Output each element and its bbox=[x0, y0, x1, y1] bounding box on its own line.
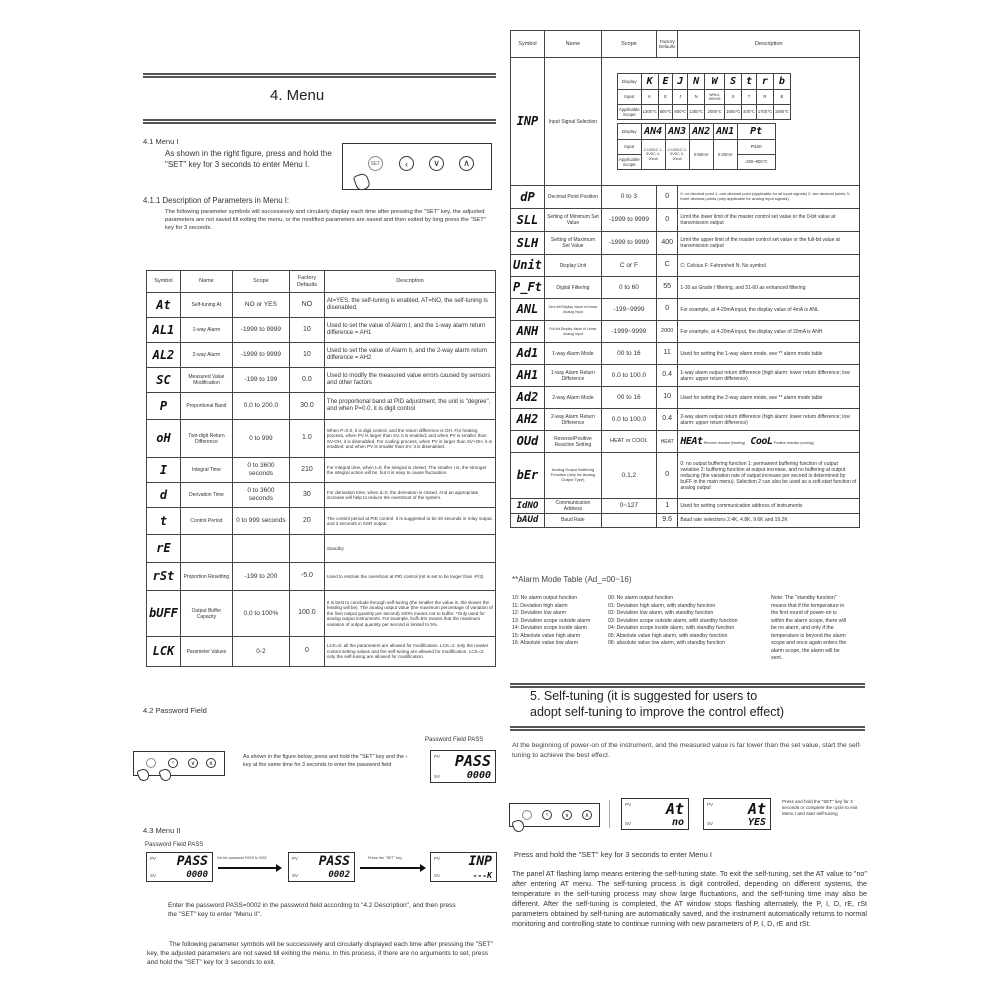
table-row: IdNO Communication Address 0~127 1 Used for setting communication address of instruments bbox=[511, 499, 860, 514]
at-no-lcd: PV SV At no bbox=[621, 798, 689, 830]
table-row: bAUd Baud Rate 9.6 Baud rate selections 2.4K, 4.8K, 9.6K and 19.2K bbox=[511, 514, 860, 528]
pointing-hand-icon bbox=[353, 172, 372, 192]
up-arrow-key[interactable] bbox=[459, 156, 474, 171]
table-header-row: Symbol Name Scope Factory Defaults Description bbox=[511, 31, 860, 58]
menu2-heading: 4.3 Menu II bbox=[143, 826, 181, 835]
divider bbox=[609, 800, 610, 828]
param-desc-text: The following parameter symbols will successively and circularly display each time after pressing the "SET" key, the adjusted parameters are not saved till exiting the menu, or the modified parameters are saved and then exited by long press the "SET" key for 3 seconds. bbox=[165, 209, 486, 231]
table-row: Ad2 2-way Alarm Mode 00 to 16 10 Used for setting the 2-way alarm mode, see ** alarm mode table bbox=[511, 387, 860, 409]
table-row: AL2 2-way Alarm -1999 to 9999 10 Used to set the value of Alarm II, and the 2-way alarm return difference = AH2 bbox=[147, 343, 496, 368]
set-key[interactable]: SET bbox=[368, 156, 383, 171]
left-arrow-icon: ‹ bbox=[172, 760, 174, 766]
table-row: AH2 2-way Alarm Return Difference 0.0 to 100.0 0.4 2-way alarm output return difference (high alarm: lower return difference; low alarm: upper return difference) bbox=[511, 409, 860, 431]
table-row: I Integral Time 0 to 3600 seconds 210 For integral time, when I=0, the integral is closed. The smaller I is, the stronger the integral action will be, but it is easy to cause fluctuation. bbox=[147, 458, 496, 483]
table-row: t Control Period 0 to 999 seconds 20 The control period at PID control. It is suggested to be 20 seconds in relay output, and 2 seconds in SSR output. bbox=[147, 508, 496, 535]
menu1-heading: 4.1 Menu I bbox=[143, 137, 179, 146]
password-text: As shown in the figure below, press and hold the "SET" key and the ‹ key at the same time for 3 seconds to enter the password field bbox=[243, 754, 408, 768]
section-title-menu: 4. Menu bbox=[270, 87, 325, 104]
password-heading: 4.2 Password Field bbox=[143, 706, 207, 715]
alarm-col-2: 00: No alarm output function 01: Deviation high alarm, with standby function 02: Deviation low alarm, with standby function 03: Deviation scope outside alarm, with standby function 04: Deviation scope inside alarm, with standby function 05: Absolute value high alarm, with standby function 06: absolute value low alarm, with standby function bbox=[608, 595, 738, 646]
menu2-lcd-step3: PV SV INP ---K bbox=[430, 852, 497, 882]
table-row: Ad1 1-way Alarm Mode 00 to 16 11 Used for setting the 1-way alarm mode, see ** alarm mode table bbox=[511, 343, 860, 365]
selftuning-intro: At the beginning of power-on of the instrument, and the measured value is far lower than the set value, start the self-tuning to achieve the best effect. bbox=[512, 742, 862, 759]
set-key[interactable] bbox=[146, 758, 156, 768]
table-row: AL1 1-way Alarm -1999 to 9999 10 Used to set the value of Alarm I, and the 1-way alarm return difference = AH1 bbox=[147, 318, 496, 343]
down-arrow-icon: ∨ bbox=[190, 760, 196, 767]
down-arrow-key[interactable] bbox=[562, 810, 572, 820]
menu2-text2: The following parameter symbols will be successively and circularly displayed each time after pressing the "SET" key, the adjusted parameters are not saved till exiting the menu. In this process, if there are no arguments to set, press and hold the "SET" key for 3 seconds to exit. bbox=[147, 941, 493, 966]
selftuning-side-note: Press and hold the "SET" key for 3 seconds or complete the cycle to exit Menu I and start self-tuning bbox=[782, 799, 858, 817]
arrow2-label: Press the "SET" key bbox=[368, 856, 403, 860]
table-row: ANL Zero-bit Display Value of Linear Analog Input -199~9999 0 For example, at 4-20mA input, the display value of 4mA is ANL bbox=[511, 299, 860, 321]
title-rule-top bbox=[143, 73, 496, 78]
left-arrow-key[interactable] bbox=[542, 810, 552, 820]
alarm-note: Note: The "standby function" means that if the temperature in the first round of power-on is within the alarm scope, there will be no alarm, and only if the temperature is beyond the alarm scope and once again enters the alarm scope, the alarm will be sent. bbox=[771, 595, 847, 661]
up-arrow-key[interactable] bbox=[582, 810, 592, 820]
table-row: ANH Full-bit Display Value of Linear Analog Input -1999~9999 2000 For example, at 4-20mA input, the display value of 20mA is ANH bbox=[511, 321, 860, 343]
title-rule-bottom bbox=[143, 119, 496, 124]
selftuning-body: The panel AT flashing lamp means entering the self-tuning state. To exit the self-tuning, set the AT value to "no" after entering AT menu. The self-tuning process is digit controlled, depending on different systems, the temperature in the self-tuning process may show large fluctuations, and the self-tuning time may also be different. After the self-tuning is completed, the AT window stops flashing alternately, the P, I, D, rE, rSt parameters obtained by self-tuning are automatically saved, and the instrument automatically returns to normal monitoring and controlling state to continue running with new parameters of P, I, D, rE and rSt. bbox=[512, 869, 867, 929]
left-arrow-icon: ‹ bbox=[546, 812, 548, 818]
left-arrow-key[interactable] bbox=[399, 156, 414, 171]
table-row: d Derivation Time 0 to 3600 seconds 30 For derivation time, when d=0, the derivation is closed. And an appropriate increase will help to reduce the overshoot of the system. bbox=[147, 483, 496, 508]
password-keypad bbox=[133, 751, 225, 776]
left-arrow-key[interactable] bbox=[168, 758, 178, 768]
table-row: OUd Reverse/Positive Reaction Setting HEAT or COOL HEAT HEAt Reverse reaction (heating) CooL Positive reaction (cooling) bbox=[511, 431, 860, 453]
selftuning-rule-bottom bbox=[510, 726, 865, 731]
menu2-lcd-step1: PV SV PASS 0000 bbox=[146, 852, 213, 882]
set-key[interactable] bbox=[522, 810, 532, 820]
table-row: dP Decimal Point Position 0 to 3 0 0: no decimal point 1: one decimal point (applicable for all input signals) 2: two decimal points 3: three decimal points (only applicable for analog input signals) bbox=[511, 186, 860, 209]
at-yes-lcd: PV SV At YES bbox=[703, 798, 771, 830]
down-arrow-icon: ∨ bbox=[564, 812, 570, 819]
table-row: At Self-tuning At NO or YES NO At=YES, the self-tuning is enabled, AT=NO, the self-tuning is disenabled. bbox=[147, 293, 496, 318]
table-row: AH1 1-way Alarm Return Difference 0.0 to 100.0 0.4 1-way alarm output return difference (high alarm: lower return difference; low alarm: upper return difference) bbox=[511, 365, 860, 387]
table-row: bEr Analog Output Buffering Function (only for Analog Output Type) 0,1,2 0 0: no output buffering function 1: permanent buffering function of output variation 2: buffering function at output increase, and no buffering at output reducing (the variation rate of output increase per second is determined by buFF in the main menu). Selection 2 can also be used as a soft-start function of analog output bbox=[511, 453, 860, 499]
menu2-lcd-step2: PV SV PASS 0002 bbox=[288, 852, 355, 882]
table-row: rE Standby bbox=[147, 535, 496, 563]
table-row: bUFF Output Buffer Capacity 0.0 to 100% 100.0 It is best to conclude through self-tuning (the smaller the value is, the slower the heating will be). The analog output value (the maximum percentage of variation of the limit output quantity per second) 100% means not to buffer. *Only used for analog output instruments. For example, buff=5% means that the maximum variation of output quantity per second is limited to 5%. bbox=[147, 591, 496, 637]
up-arrow-key[interactable] bbox=[206, 758, 216, 768]
table-row: SLH Setting of Maximum Set Value -1999 to 9999 400 Limit the upper limit of the master control set value or the full-bit value at transmission output bbox=[511, 232, 860, 255]
table-header-row: Symbol Name Scope Factory Defaults Description bbox=[147, 271, 496, 293]
left-arrow-icon: ‹ bbox=[405, 158, 408, 169]
down-arrow-icon: ∨ bbox=[433, 158, 440, 168]
up-arrow-icon: ∧ bbox=[584, 812, 590, 819]
cool-display: CooL bbox=[750, 435, 773, 447]
password-lcd-caption: Password Field PASS bbox=[425, 737, 484, 743]
table-row-inp: INP Input Signal Selection Display K E J N W S t r b Input K E J N WRe3-WRe25 S T R B Applicable Scope 1300℃ 600℃ 800℃ 1300℃ 2000℃ 1600℃ 400℃ 1700℃ 1800℃ Display AN4 AN3 AN2 AN1 Pt Input 2-10VDC 1-5VDC 4-20mA 0-10VDC 0-5VDC 0-20mA 0-50mV 0-20mV Pt100 Applicable Scope -200~800℃ bbox=[511, 58, 860, 186]
down-arrow-key[interactable] bbox=[188, 758, 198, 768]
analog-input-table: Display AN4 AN3 AN2 AN1 Pt Input 2-10VDC 1-5VDC 4-20mA 0-10VDC 0-5VDC 0-20mA 0-50mV 0-20mV Pt100 Applicable Scope -200~800℃ bbox=[617, 123, 776, 170]
right-arrow-icon bbox=[218, 867, 278, 869]
menu1-param-table bbox=[146, 270, 496, 667]
pointing-hand-icon bbox=[158, 767, 172, 782]
up-arrow-icon: ∧ bbox=[208, 760, 214, 767]
pointing-hand-icon bbox=[136, 767, 150, 782]
menu2-text1: Enter the password PASS=0002 in the password field according to "4.2 Description", and then press the "SET" key to enter "Menu II". bbox=[168, 902, 456, 918]
table-row: P_Ft Digital Filtering 0 to 60 55 1-30 as Grade I filtering, and 31-60 as enhanced filtering bbox=[511, 277, 860, 299]
password-lcd: PV SV PASS 0000 bbox=[430, 750, 496, 783]
menu1-keypad bbox=[342, 143, 492, 190]
table-row: SC Measured Value Modification -199 to 199 0.0 Used to modify the measured value errors caused by sensors and other factors bbox=[147, 368, 496, 393]
table-row: rSt Proportion Resetting -199 to 200 -5.0 Used to restrain the overshoot at PID control (rst is set to be larger than -P/2) bbox=[147, 563, 496, 591]
heat-display: HEAt bbox=[680, 435, 703, 447]
thermocouple-table: Display K E J N W S t r b Input K E J N WRe3-WRe25 S T R B Applicable Scope 1300℃ 600℃ 800℃ 1300℃ 2000℃ 1600℃ 400℃ 1700℃ 1800℃ bbox=[617, 73, 791, 120]
menu1-text: As shown in the right figure, press and hold the "SET" key for 3 seconds to enter Menu I. bbox=[165, 149, 332, 169]
pointing-hand-icon bbox=[511, 818, 525, 833]
table-row: oH Two-digit Return Difference 0 to 999 1.0 When P=0.0, it is digit control, and the return difference is OH. For heating process, when PV is larger than SV, it is enabled; and when PV is smaller than SV-OH, it is disenabled. For cooling process, when PV is larger than SV+OH, it is enabled; and when PV is smaller than SV, it is disenabled. bbox=[147, 420, 496, 458]
table-row: Unit Display Unit C or F C C: Celsius F: Fahrenheit N: No symbol bbox=[511, 255, 860, 277]
up-arrow-icon: ∧ bbox=[463, 158, 470, 168]
param-desc-heading: 4.1.1 Description of Parameters in Menu I: bbox=[143, 196, 290, 205]
alarm-col-1: 10: No alarm output function 11: Deviation high alarm 12: Deviation low alarm 13: Deviation scope outside alarm 14: Deviation scope inside alarm 15: Absolute value high alarm 16: Absolute value low alarm bbox=[512, 595, 591, 646]
selftuning-title: 5. Self-tuning (it is suggested for users to adopt self-tuning to improve the control effect) bbox=[530, 689, 785, 719]
menu2-caption: Password Field PASS bbox=[145, 842, 204, 848]
table-row: P Proportional Band 0.0 to 200.0 30.0 The proportional band at PID adjustment, the unit is "degree", and when P=0.0, it is digit control bbox=[147, 393, 496, 420]
table-row: SLL Setting of Minimum Set Value -1999 to 9999 0 Limit the lower limit of the master control set value or the 0-bit value at transmission output bbox=[511, 209, 860, 232]
down-arrow-key[interactable] bbox=[429, 156, 444, 171]
alarm-table-title: **Alarm Mode Table (Ad_=00~16) bbox=[512, 575, 632, 584]
right-arrow-icon bbox=[360, 867, 422, 869]
table-row: LCK Parameter Values 0-2 0 LCK=0: all the parameters are allowed for modification. LCK=1: only the master control setting values and the self-tuning are allowed for modification. LCK=2: only the self-tuning are allowed for modification. bbox=[147, 637, 496, 667]
arrow1-label: Set the password PASS to 0002 bbox=[217, 856, 267, 860]
selftuning-caption: Press and hold the "SET" key for 3 seconds to enter Menu I bbox=[514, 850, 712, 859]
selftuning-keypad bbox=[509, 803, 600, 827]
menu2-param-table bbox=[510, 30, 860, 528]
